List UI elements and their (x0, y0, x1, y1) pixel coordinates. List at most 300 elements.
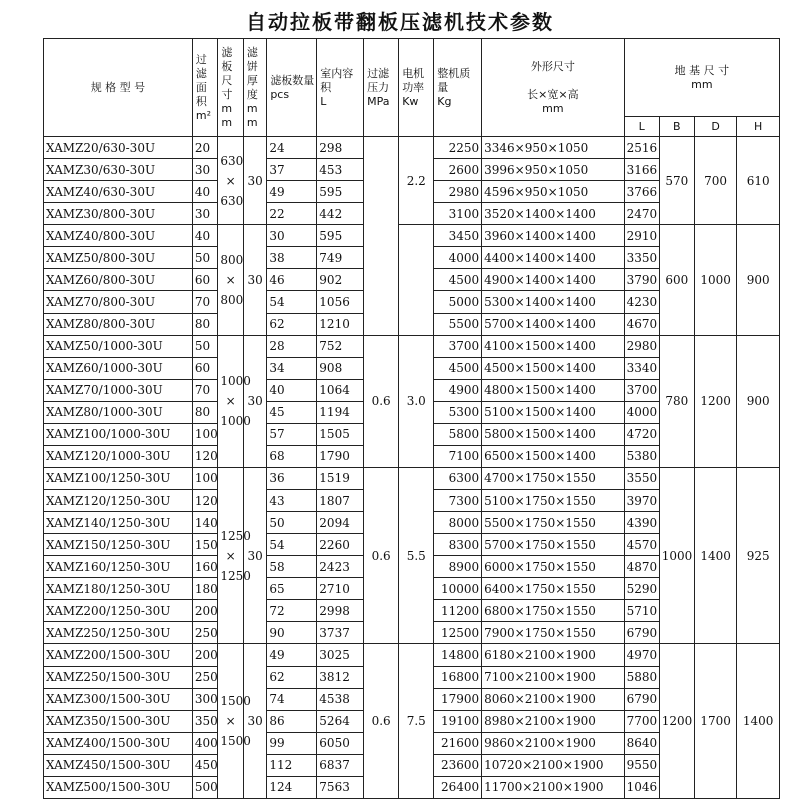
weight-cell: 19100 (434, 710, 482, 732)
dims-cell: 11700×2100×1900 (482, 776, 625, 798)
header-plate-size-unit: mm (221, 101, 233, 129)
model-cell: XAMZ140/1250-30U (44, 512, 193, 534)
foundation-L-cell: 4720 (624, 423, 659, 445)
model-cell: XAMZ200/1250-30U (44, 600, 193, 622)
plates-cell: 99 (267, 732, 317, 754)
dims-cell: 3520×1400×1400 (482, 203, 625, 225)
volume-cell: 2260 (317, 534, 364, 556)
header-area-label: 过滤面积 (195, 52, 207, 108)
dims-cell: 3960×1400×1400 (482, 225, 625, 247)
volume-cell: 2710 (317, 578, 364, 600)
dims-cell: 4596×950×1050 (482, 181, 625, 203)
header-cake-unit: mm (246, 101, 258, 129)
foundation-L-cell: 2910 (624, 225, 659, 247)
plates-cell: 58 (267, 556, 317, 578)
volume-cell: 3025 (317, 644, 364, 666)
area-cell: 120 (192, 490, 218, 512)
cake-thickness-cell: 30 (243, 467, 266, 644)
pressure-cell (364, 137, 399, 336)
table-row (44, 467, 780, 489)
dims-cell: 5100×1500×1400 (482, 401, 625, 423)
area-cell: 500 (192, 776, 218, 798)
weight-cell: 4500 (434, 269, 482, 291)
volume-cell: 595 (317, 225, 364, 247)
model-cell: XAMZ180/1250-30U (44, 578, 193, 600)
plate-size-bottom: 1000 (220, 414, 251, 429)
plates-cell: 30 (267, 225, 317, 247)
foundation-B-cell: 570 (659, 137, 694, 225)
dims-cell: 4700×1750×1550 (482, 467, 625, 489)
header-plates-unit: pcs (270, 87, 290, 101)
header-dims (482, 39, 625, 137)
volume-cell: 2998 (317, 600, 364, 622)
table-row (44, 335, 780, 357)
plates-cell: 54 (267, 291, 317, 313)
volume-cell: 1807 (317, 490, 364, 512)
cake-thickness-cell: 30 (243, 335, 266, 467)
model-cell: XAMZ30/800-30U (44, 203, 193, 225)
foundation-L-cell: 3166 (624, 159, 659, 181)
volume-cell: 6837 (317, 754, 364, 776)
volume-cell: 3737 (317, 622, 364, 644)
foundation-L-cell: 5380 (624, 445, 659, 467)
model-cell: XAMZ350/1500-30U (44, 710, 193, 732)
area-cell: 30 (192, 159, 218, 181)
area-cell: 80 (192, 313, 218, 335)
plates-cell: 49 (267, 644, 317, 666)
plate-size-times: × (225, 548, 236, 563)
dims-cell: 9860×2100×1900 (482, 732, 625, 754)
foundation-L-cell: 3350 (624, 247, 659, 269)
dims-cell: 4500×1500×1400 (482, 357, 625, 379)
table-row (44, 644, 780, 666)
plates-cell: 50 (267, 512, 317, 534)
header-volume (317, 39, 364, 137)
header-plates-label: 滤板数量 (270, 73, 315, 87)
weight-cell: 11200 (434, 600, 482, 622)
model-cell: XAMZ400/1500-30U (44, 732, 193, 754)
weight-cell: 5000 (434, 291, 482, 313)
area-cell: 200 (192, 600, 218, 622)
weight-cell: 2600 (434, 159, 482, 181)
model-cell: XAMZ160/1250-30U (44, 556, 193, 578)
plate-size-times: × (225, 173, 236, 188)
weight-cell: 5300 (434, 401, 482, 423)
foundation-L-cell: 5290 (624, 578, 659, 600)
header-pressure (364, 39, 399, 137)
foundation-L-cell: 4390 (624, 512, 659, 534)
volume-cell: 5264 (317, 710, 364, 732)
model-cell: XAMZ200/1500-30U (44, 644, 193, 666)
model-cell: XAMZ300/1500-30U (44, 688, 193, 710)
area-cell: 400 (192, 732, 218, 754)
model-cell: XAMZ70/800-30U (44, 291, 193, 313)
area-cell: 50 (192, 247, 218, 269)
weight-cell: 23600 (434, 754, 482, 776)
weight-cell: 21600 (434, 732, 482, 754)
weight-cell: 16800 (434, 666, 482, 688)
header-weight-label: 整机质量 (437, 66, 471, 94)
dims-cell: 8980×2100×1900 (482, 710, 625, 732)
volume-cell: 595 (317, 181, 364, 203)
volume-cell: 442 (317, 203, 364, 225)
volume-cell: 752 (317, 335, 364, 357)
dims-cell: 4400×1400×1400 (482, 247, 625, 269)
power-cell: 2.2 (399, 137, 434, 225)
header-foundation-unit: mm (691, 77, 713, 91)
weight-cell: 4500 (434, 357, 482, 379)
foundation-L-cell: 4000 (624, 401, 659, 423)
dims-cell: 3996×950×1050 (482, 159, 625, 181)
volume-cell: 2423 (317, 556, 364, 578)
area-cell: 250 (192, 622, 218, 644)
foundation-H-cell: 610 (737, 137, 780, 225)
plate-size-top: 630 (220, 153, 244, 168)
foundation-L-cell: 3340 (624, 357, 659, 379)
model-cell: XAMZ450/1500-30U (44, 754, 193, 776)
area-cell: 70 (192, 379, 218, 401)
dims-cell: 6400×1750×1550 (482, 578, 625, 600)
dims-cell: 6500×1500×1400 (482, 445, 625, 467)
dims-cell: 5100×1750×1550 (482, 490, 625, 512)
dims-cell: 4900×1400×1400 (482, 269, 625, 291)
weight-cell: 8300 (434, 534, 482, 556)
dims-cell: 6180×2100×1900 (482, 644, 625, 666)
model-cell: XAMZ70/1000-30U (44, 379, 193, 401)
dims-cell: 3346×950×1050 (482, 137, 625, 159)
plates-cell: 54 (267, 534, 317, 556)
header-dims-unit: mm (542, 101, 564, 115)
plates-cell: 40 (267, 379, 317, 401)
area-cell: 120 (192, 445, 218, 467)
header-power-unit: Kw (402, 94, 419, 108)
plates-cell: 43 (267, 490, 317, 512)
header-plate-size (218, 39, 244, 137)
plate-size-times: × (225, 272, 236, 287)
foundation-L-cell: 4870 (624, 556, 659, 578)
area-cell: 20 (192, 137, 218, 159)
model-cell: XAMZ20/630-30U (44, 137, 193, 159)
area-cell: 60 (192, 357, 218, 379)
foundation-L-cell: 3550 (624, 467, 659, 489)
model-cell: XAMZ250/1250-30U (44, 622, 193, 644)
area-cell: 60 (192, 269, 218, 291)
model-cell: XAMZ150/1250-30U (44, 534, 193, 556)
dims-cell: 6000×1750×1550 (482, 556, 625, 578)
plates-cell: 62 (267, 313, 317, 335)
header-cake-label: 滤饼厚度 (246, 45, 258, 101)
plate-size-bottom: 800 (220, 292, 244, 307)
cake-thickness-cell: 30 (243, 225, 266, 335)
header-foundation-label: 地 基 尺 寸 (674, 63, 730, 77)
area-cell: 100 (192, 467, 218, 489)
header-cake (243, 39, 266, 137)
header-volume-unit: L (320, 94, 327, 108)
header-pressure-unit: MPa (367, 94, 390, 108)
header-power (399, 39, 434, 137)
dims-cell: 4100×1500×1400 (482, 335, 625, 357)
foundation-D-cell: 1200 (694, 335, 737, 467)
model-cell: XAMZ80/1000-30U (44, 401, 193, 423)
area-cell: 80 (192, 401, 218, 423)
model-cell: XAMZ60/800-30U (44, 269, 193, 291)
foundation-L-cell: 4670 (624, 313, 659, 335)
dims-cell: 7100×2100×1900 (482, 666, 625, 688)
weight-cell: 2980 (434, 181, 482, 203)
plate-size-bottom: 630 (220, 193, 244, 208)
header-area (192, 39, 218, 137)
header-foundation (624, 39, 779, 117)
area-cell: 450 (192, 754, 218, 776)
weight-cell: 5800 (434, 423, 482, 445)
model-cell: XAMZ60/1000-30U (44, 357, 193, 379)
area-cell: 70 (192, 291, 218, 313)
volume-cell: 1519 (317, 467, 364, 489)
plate-size-times: × (225, 714, 236, 729)
plates-cell: 74 (267, 688, 317, 710)
weight-cell: 17900 (434, 688, 482, 710)
foundation-L-cell: 4230 (624, 291, 659, 313)
foundation-B-cell: 600 (659, 225, 694, 335)
foundation-L-cell: 3970 (624, 490, 659, 512)
foundation-L-cell: 7700 (624, 710, 659, 732)
area-cell: 140 (192, 512, 218, 534)
area-cell: 160 (192, 556, 218, 578)
plate-size-cell (218, 467, 251, 644)
volume-cell: 902 (317, 269, 364, 291)
model-cell: XAMZ500/1500-30U (44, 776, 193, 798)
model-cell: XAMZ50/800-30U (44, 247, 193, 269)
power-cell: 5.5 (399, 467, 434, 644)
volume-cell: 3812 (317, 666, 364, 688)
area-cell: 150 (192, 534, 218, 556)
plate-size-cell (218, 137, 244, 225)
foundation-L-cell: 2516 (624, 137, 659, 159)
area-cell: 180 (192, 578, 218, 600)
volume-cell: 749 (317, 247, 364, 269)
foundation-L-cell: 5880 (624, 666, 659, 688)
foundation-L-cell: 4970 (624, 644, 659, 666)
header-area-unit: m² (195, 108, 212, 122)
plates-cell: 72 (267, 600, 317, 622)
foundation-L-cell: 8640 (624, 732, 659, 754)
area-cell: 50 (192, 335, 218, 357)
pressure-cell: 0.6 (364, 467, 399, 644)
header-model: 规 格 型 号 (44, 39, 193, 137)
pressure-cell: 0.6 (364, 335, 399, 467)
plates-cell: 28 (267, 335, 317, 357)
header-dims-label: 外形尺寸 (530, 59, 575, 73)
plates-cell: 36 (267, 467, 317, 489)
power-cell (399, 225, 434, 335)
header-volume-label: 室内容积 (320, 66, 354, 94)
foundation-L-cell: 3700 (624, 379, 659, 401)
dims-cell: 5800×1500×1400 (482, 423, 625, 445)
header-plate-size-label: 滤板尺寸 (221, 45, 233, 101)
foundation-D-cell: 1400 (694, 467, 737, 644)
weight-cell: 14800 (434, 644, 482, 666)
dims-cell: 6800×1750×1550 (482, 600, 625, 622)
header-weight (434, 39, 482, 137)
foundation-B-cell: 1000 (659, 467, 694, 644)
foundation-B-cell: 1200 (659, 644, 694, 799)
dims-cell: 5700×1400×1400 (482, 313, 625, 335)
model-cell: XAMZ100/1250-30U (44, 467, 193, 489)
area-cell: 40 (192, 181, 218, 203)
foundation-D-cell: 1700 (694, 644, 737, 799)
area-cell: 250 (192, 666, 218, 688)
cake-thickness-cell: 30 (243, 137, 266, 225)
weight-cell: 3450 (434, 225, 482, 247)
model-cell: XAMZ100/1000-30U (44, 423, 193, 445)
area-cell: 350 (192, 710, 218, 732)
weight-cell: 4000 (434, 247, 482, 269)
foundation-H-cell: 900 (737, 225, 780, 335)
foundation-L-cell: 3790 (624, 269, 659, 291)
model-cell: XAMZ120/1000-30U (44, 445, 193, 467)
foundation-B-cell: 780 (659, 335, 694, 467)
model-cell: XAMZ80/800-30U (44, 313, 193, 335)
volume-cell: 1790 (317, 445, 364, 467)
area-cell: 200 (192, 644, 218, 666)
plates-cell: 38 (267, 247, 317, 269)
volume-cell: 908 (317, 357, 364, 379)
dims-cell: 4800×1500×1400 (482, 379, 625, 401)
pressure-cell: 0.6 (364, 644, 399, 799)
area-cell: 100 (192, 423, 218, 445)
plate-size-top: 1500 (220, 694, 251, 709)
plates-cell: 22 (267, 203, 317, 225)
plate-size-cell (218, 225, 244, 335)
weight-cell: 3700 (434, 335, 482, 357)
table-row (44, 137, 780, 159)
model-cell: XAMZ120/1250-30U (44, 490, 193, 512)
model-cell: XAMZ250/1500-30U (44, 666, 193, 688)
volume-cell: 2094 (317, 512, 364, 534)
plates-cell: 46 (267, 269, 317, 291)
weight-cell: 8000 (434, 512, 482, 534)
plates-cell: 62 (267, 666, 317, 688)
power-cell: 7.5 (399, 644, 434, 799)
foundation-L-cell: 3766 (624, 181, 659, 203)
dims-cell: 8060×2100×1900 (482, 688, 625, 710)
plates-cell: 86 (267, 710, 317, 732)
weight-cell: 12500 (434, 622, 482, 644)
weight-cell: 5500 (434, 313, 482, 335)
header-weight-unit: Kg (437, 94, 452, 108)
spec-table-body (44, 137, 780, 799)
plates-cell: 112 (267, 754, 317, 776)
foundation-L-cell: 2980 (624, 335, 659, 357)
model-cell: XAMZ40/800-30U (44, 225, 193, 247)
header-D: D (694, 117, 737, 137)
volume-cell: 453 (317, 159, 364, 181)
header-H: H (737, 117, 780, 137)
plates-cell: 49 (267, 181, 317, 203)
foundation-L-cell: 5710 (624, 600, 659, 622)
header-B: B (659, 117, 694, 137)
cake-thickness-cell: 30 (243, 644, 266, 799)
volume-cell: 1194 (317, 401, 364, 423)
area-cell: 30 (192, 203, 218, 225)
plate-size-cell (218, 644, 251, 799)
header-plates (267, 39, 317, 137)
plate-size-bottom: 1500 (220, 734, 251, 749)
plates-cell: 90 (267, 622, 317, 644)
weight-cell: 6300 (434, 467, 482, 489)
foundation-L-cell: 2470 (624, 203, 659, 225)
foundation-L-cell: 6790 (624, 622, 659, 644)
foundation-L-cell: 6790 (624, 688, 659, 710)
foundation-H-cell: 1400 (737, 644, 780, 799)
weight-cell: 10000 (434, 578, 482, 600)
header-L: L (624, 117, 659, 137)
plate-size-top: 1000 (220, 374, 251, 389)
model-cell: XAMZ30/630-30U (44, 159, 193, 181)
weight-cell: 3100 (434, 203, 482, 225)
plates-cell: 24 (267, 137, 317, 159)
dims-cell: 5700×1750×1550 (482, 534, 625, 556)
weight-cell: 7300 (434, 490, 482, 512)
volume-cell: 298 (317, 137, 364, 159)
plates-cell: 65 (267, 578, 317, 600)
plates-cell: 124 (267, 776, 317, 798)
page-title: 自动拉板带翻板压滤机技术参数 (246, 10, 554, 34)
header-pressure-label: 过滤压力 (367, 66, 390, 94)
plate-size-top: 1250 (220, 528, 251, 543)
foundation-H-cell: 925 (737, 467, 780, 644)
plate-size-cell (218, 335, 251, 467)
foundation-L-cell: 4570 (624, 534, 659, 556)
model-cell: XAMZ40/630-30U (44, 181, 193, 203)
plates-cell: 45 (267, 401, 317, 423)
plate-size-top: 800 (220, 252, 244, 267)
dims-cell: 7900×1750×1550 (482, 622, 625, 644)
plate-size-bottom: 1250 (220, 568, 251, 583)
plates-cell: 68 (267, 445, 317, 467)
plates-cell: 57 (267, 423, 317, 445)
area-cell: 300 (192, 688, 218, 710)
volume-cell: 1210 (317, 313, 364, 335)
volume-cell: 1505 (317, 423, 364, 445)
foundation-D-cell: 1000 (694, 225, 737, 335)
weight-cell: 26400 (434, 776, 482, 798)
volume-cell: 7563 (317, 776, 364, 798)
plates-cell: 37 (267, 159, 317, 181)
model-cell: XAMZ50/1000-30U (44, 335, 193, 357)
power-cell: 3.0 (399, 335, 434, 467)
dims-cell: 5300×1400×1400 (482, 291, 625, 313)
weight-cell: 8900 (434, 556, 482, 578)
foundation-L-cell: 9550 (624, 754, 659, 776)
area-cell: 40 (192, 225, 218, 247)
foundation-L-cell: 1046 (624, 776, 659, 798)
plates-cell: 34 (267, 357, 317, 379)
foundation-H-cell: 900 (737, 335, 780, 467)
header-dims-sub: 长×宽×高 (527, 87, 579, 101)
dims-cell: 5500×1750×1550 (482, 512, 625, 534)
foundation-D-cell: 700 (694, 137, 737, 225)
dims-cell: 10720×2100×1900 (482, 754, 625, 776)
plate-size-times: × (225, 394, 236, 409)
weight-cell: 7100 (434, 445, 482, 467)
weight-cell: 2250 (434, 137, 482, 159)
table-row (44, 225, 780, 247)
volume-cell: 6050 (317, 732, 364, 754)
volume-cell: 1056 (317, 291, 364, 313)
volume-cell: 4538 (317, 688, 364, 710)
volume-cell: 1064 (317, 379, 364, 401)
